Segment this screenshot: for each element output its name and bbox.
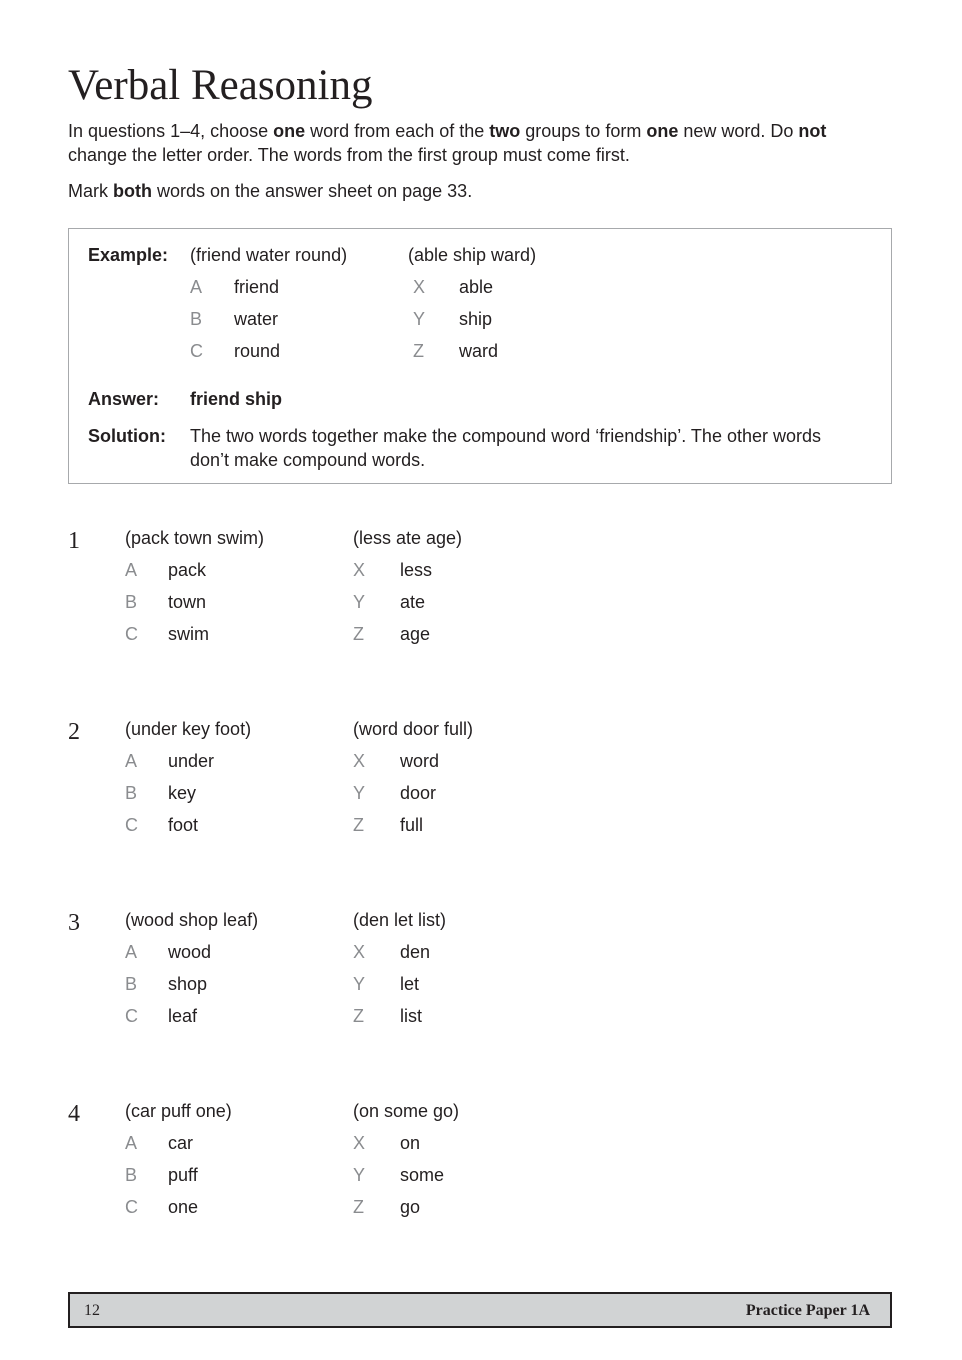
question-group-2: (den let list) [353, 910, 447, 930]
option-letter-b: B [125, 1165, 138, 1185]
example-group-2: (able ship ward) [408, 245, 537, 265]
question-group-1: (car puff one) [125, 1101, 232, 1121]
option-letter-c: C [125, 1197, 138, 1217]
question-number: 1 [68, 528, 80, 554]
option-word: ate [400, 592, 426, 612]
question-number: 3 [68, 910, 80, 936]
option-word: list [400, 1006, 422, 1026]
question-number: 2 [68, 719, 80, 745]
question-group-1: (pack town swim) [125, 528, 265, 548]
option-letter-y: Y [353, 1165, 366, 1185]
example-option-letter: X [413, 277, 426, 297]
option-word: puff [168, 1165, 198, 1185]
option-word: full [400, 815, 424, 835]
option-letter-z: Z [353, 815, 364, 835]
option-letter-b: B [125, 592, 138, 612]
question-3 [0, 908, 962, 1038]
option-word: age [400, 624, 431, 644]
solution-text: The two words together make the compound word ‘friendship’. The other words don’t make compound words. [190, 426, 821, 470]
option-letter-a: A [125, 942, 138, 962]
answer-label: Answer: [88, 389, 160, 409]
example-option-word: ship [459, 309, 493, 329]
option-letter-c: C [125, 624, 138, 644]
option-word: wood [168, 942, 212, 962]
option-letter-x: X [353, 560, 366, 580]
question-1 [0, 526, 962, 656]
example-answer: friend ship [190, 389, 283, 409]
example-option-word: water [234, 309, 279, 329]
option-word: pack [168, 560, 207, 580]
question-group-2: (word door full) [353, 719, 474, 739]
option-word: go [400, 1197, 421, 1217]
option-letter-y: Y [353, 783, 366, 803]
option-word: some [400, 1165, 445, 1185]
page-title: Verbal Reasoning [68, 62, 373, 109]
option-letter-a: A [125, 1133, 138, 1153]
option-word: let [400, 974, 420, 994]
example-option-word: ward [459, 341, 499, 361]
option-word: shop [168, 974, 208, 994]
question-number: 4 [68, 1101, 80, 1127]
option-letter-y: Y [353, 974, 366, 994]
instructions: In questions 1–4, choose one word from each of the two groups to form one new word. Do not change the letter order. The words from the first group must come first. [68, 121, 827, 165]
option-letter-a: A [125, 751, 138, 771]
option-letter-z: Z [353, 1006, 364, 1026]
option-letter-c: C [125, 815, 138, 835]
example-option-letter: B [190, 309, 203, 329]
option-letter-z: Z [353, 624, 364, 644]
example-label: Example: [88, 245, 169, 265]
page-footer [68, 1292, 892, 1328]
option-letter-x: X [353, 751, 366, 771]
example-option-word: friend [234, 277, 280, 297]
option-word: foot [168, 815, 199, 835]
option-letter-x: X [353, 942, 366, 962]
option-letter-c: C [125, 1006, 138, 1026]
question-group-2: (on some go) [353, 1101, 460, 1121]
option-letter-b: B [125, 783, 138, 803]
example-option-letter: C [190, 341, 203, 361]
option-word: less [400, 560, 433, 580]
page-number: 12 [84, 1302, 100, 1319]
example-option-letter: A [190, 277, 203, 297]
question-group-1: (wood shop leaf) [125, 910, 259, 930]
option-word: leaf [168, 1006, 198, 1026]
paper-name: Practice Paper 1A [745, 1302, 870, 1319]
option-letter-x: X [353, 1133, 366, 1153]
option-word: under [168, 751, 215, 771]
question-2 [0, 717, 962, 847]
option-word: swim [168, 624, 209, 644]
option-word: car [168, 1133, 194, 1153]
example-option-word: round [234, 341, 281, 361]
example-option-letter: Z [413, 341, 424, 361]
example-box [68, 228, 892, 484]
example-group-1: (friend water round) [190, 245, 348, 265]
option-letter-z: Z [353, 1197, 364, 1217]
solution-label: Solution: [88, 426, 166, 446]
option-word: door [400, 783, 437, 803]
option-word: key [168, 783, 197, 803]
question-4 [0, 1099, 962, 1229]
question-group-1: (under key foot) [125, 719, 252, 739]
option-word: town [168, 592, 207, 612]
example-option-word: able [459, 277, 494, 297]
option-word: on [400, 1133, 421, 1153]
option-word: den [400, 942, 431, 962]
option-word: word [400, 751, 440, 771]
option-word: one [168, 1197, 199, 1217]
mark-instructions: Mark both words on the answer sheet on page 33. [68, 181, 473, 201]
question-group-2: (less ate age) [353, 528, 463, 548]
option-letter-a: A [125, 560, 138, 580]
option-letter-y: Y [353, 592, 366, 612]
option-letter-b: B [125, 974, 138, 994]
example-option-letter: Y [413, 309, 426, 329]
